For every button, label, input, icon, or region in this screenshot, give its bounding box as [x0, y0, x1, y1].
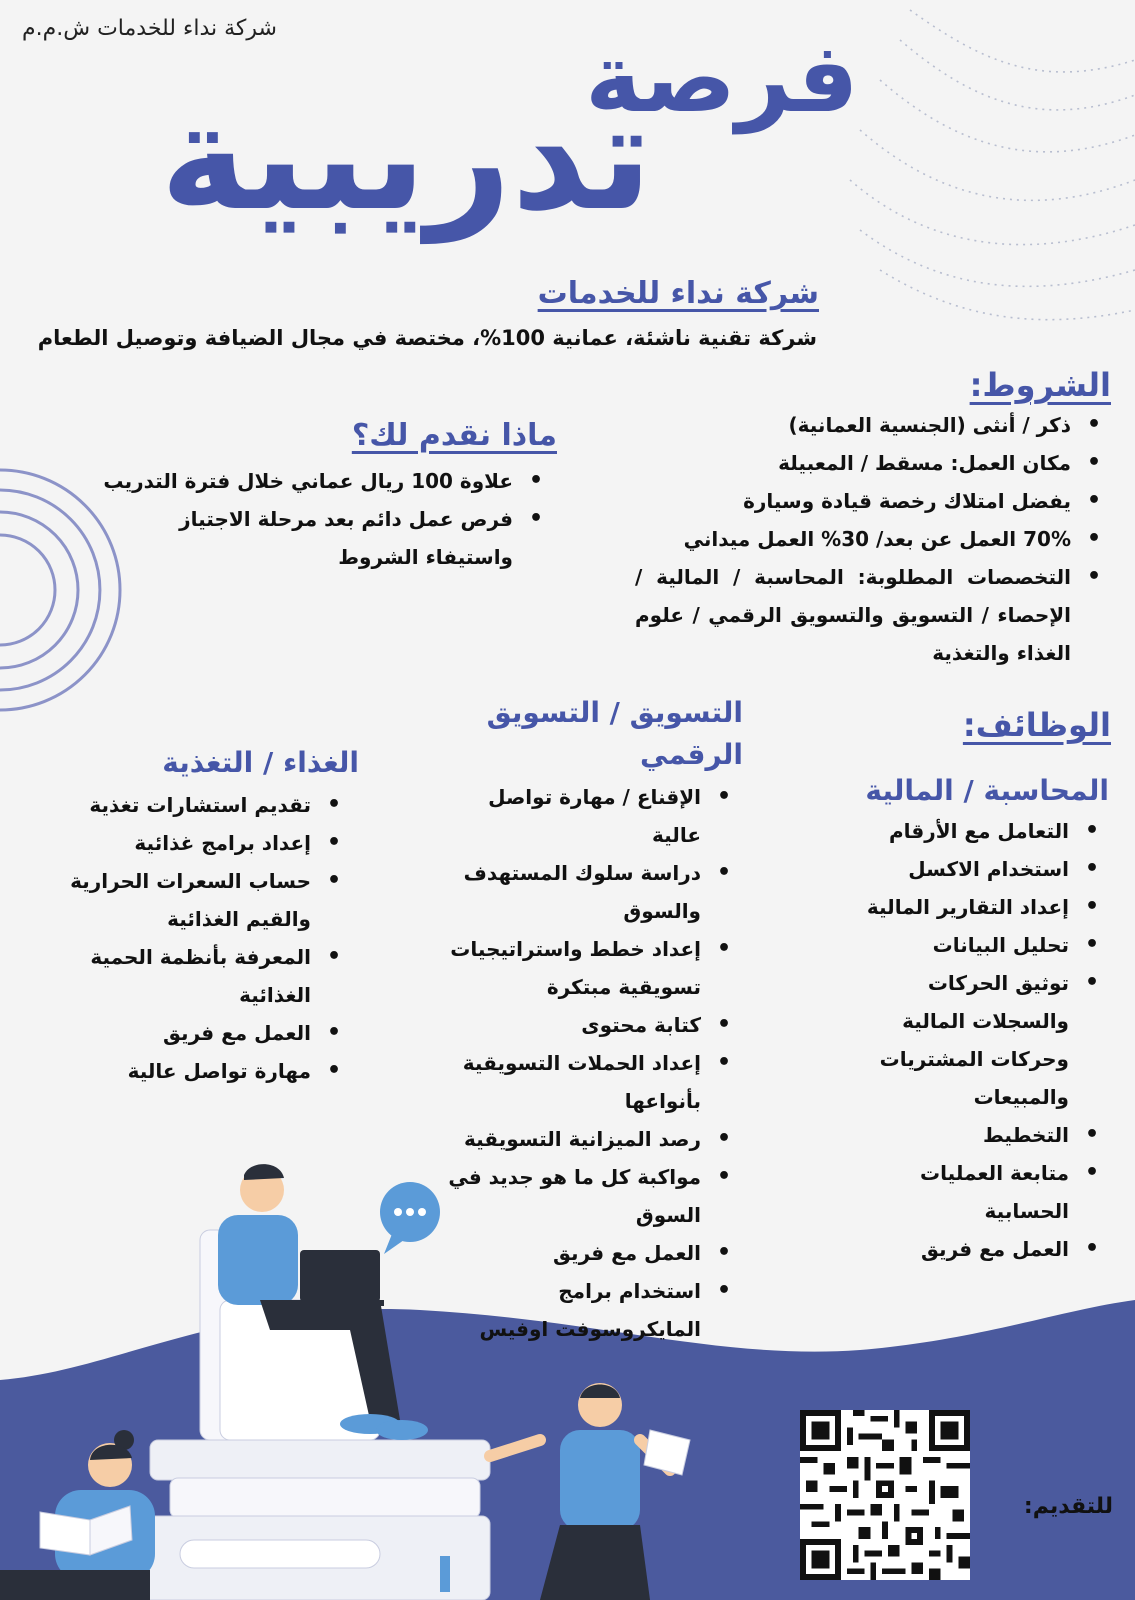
marketing-heading: التسويق / التسويق الرقمي — [486, 696, 743, 771]
list-item: • إعداد الحملات التسويقية بأنواعها — [435, 1044, 701, 1120]
company-name: شركة نداء للخدمات — [537, 276, 819, 311]
list-item: • حساب السعرات الحرارية والقيم الغذائية — [55, 862, 311, 938]
list-item: • العمل مع فريق — [435, 1234, 701, 1272]
apply-label: للتقديم: — [1023, 1494, 1113, 1519]
list-item: • التخصصات المطلوبة: المحاسبة / المالية / الإحصاء / التسويق والتسويق الرقمي / علوم الغذاء والتغذية — [635, 558, 1071, 672]
list-item: • 70% العمل عن بعد/ 30% العمل ميداني — [635, 520, 1071, 558]
list-item: • العمل مع فريق — [863, 1230, 1069, 1268]
dotted-wave-pattern — [850, 10, 1135, 320]
company-tag: شركة نداء للخدمات ش.م.م — [22, 16, 277, 41]
food-list — [55, 786, 345, 1090]
offer-heading: ماذا نقدم لك؟ — [351, 418, 557, 453]
conditions-heading: الشروط: — [969, 366, 1111, 404]
jobs-heading: الوظائف: — [962, 706, 1111, 744]
list-item: • إعداد التقارير المالية — [863, 888, 1069, 926]
marketing-list — [435, 778, 735, 1348]
list-item: • العمل مع فريق — [55, 1014, 311, 1052]
list-item: • المعرفة بأنظمة الحمية الغذائية — [55, 938, 311, 1014]
list-item: • ذكر / أنثى (الجنسية العمانية) — [635, 406, 1071, 444]
list-item: • مكان العمل: مسقط / المعبيلة — [635, 444, 1071, 482]
book-stack-illustration — [140, 1440, 490, 1600]
list-item: • استخدام الاكسل — [863, 850, 1069, 888]
food-heading: الغذاء / التغذية — [162, 746, 359, 779]
list-item: • رصد الميزانية التسويقية — [435, 1120, 701, 1158]
list-item: • تقديم استشارات تغذية — [55, 786, 311, 824]
title-line-1: فرصة — [585, 22, 859, 134]
list-item: • فرص عمل دائم بعد مرحلة الاجتياز واستيفاء الشروط — [97, 500, 513, 576]
title-line-2: تدريبية — [160, 71, 653, 243]
accounting-heading: المحاسبة / المالية — [865, 774, 1109, 807]
list-item: • مهارة تواصل عالية — [55, 1052, 311, 1090]
list-item: • التخطيط — [863, 1116, 1069, 1154]
list-item: • تحليل البيانات — [863, 926, 1069, 964]
accounting-list — [863, 812, 1103, 1268]
list-item: • استخدام برامج المايكروسوفت اوفيس — [435, 1272, 701, 1348]
list-item: • متابعة العمليات الحسابية — [863, 1154, 1069, 1230]
list-item: • إعداد خطط واستراتيجيات تسويقية مبتكرة — [435, 930, 701, 1006]
list-item: • دراسة سلوك المستهدف والسوق — [435, 854, 701, 930]
conditions-list — [635, 406, 1105, 672]
offer-list — [97, 462, 547, 576]
list-item: • إعداد برامج غذائية — [55, 824, 311, 862]
qr-code[interactable] — [800, 1410, 970, 1580]
list-item: • مواكبة كل ما هو جديد في السوق — [435, 1158, 701, 1234]
list-item: • كتابة محتوى — [435, 1006, 701, 1044]
list-item: • توثيق الحركات والسجلات المالية وحركات المشتريات والمبيعات — [863, 964, 1069, 1116]
company-description: شركة تقنية ناشئة، عمانية 100%، مختصة في مجال الضيافة وتوصيل الطعام — [37, 326, 817, 350]
list-item: • الإقناع / مهارة تواصل عالية — [435, 778, 701, 854]
chat-bubble-icon — [380, 1182, 440, 1254]
list-item: • علاوة 100 ريال عماني خلال فترة التدريب — [97, 462, 513, 500]
list-item: • التعامل مع الأرقام — [863, 812, 1069, 850]
list-item: • يفضل امتلاك رخصة قيادة وسيارة — [635, 482, 1071, 520]
